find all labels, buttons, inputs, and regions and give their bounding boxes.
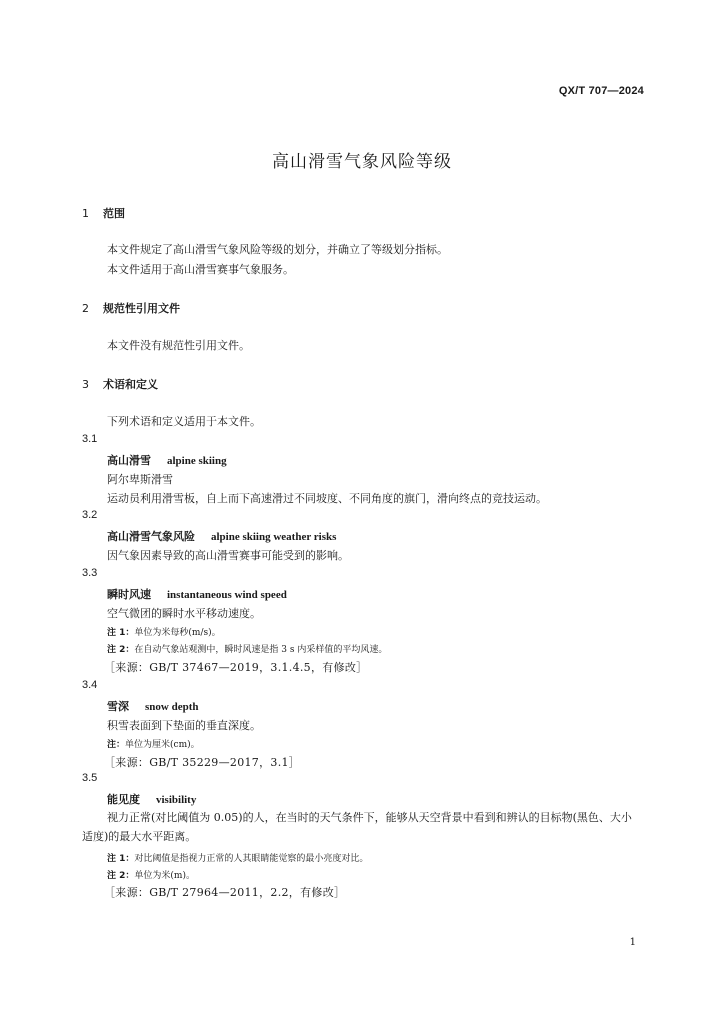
note-label: 注 2： xyxy=(107,871,135,881)
note xyxy=(107,851,368,864)
term-zh: 瞬时风速 xyxy=(107,588,151,601)
term-en: instantaneous wind speed xyxy=(167,589,287,601)
paragraph: 本文件规定了高山滑雪气象风险等级的划分，并确立了等级划分指标。 xyxy=(107,243,448,256)
paragraph: 本文件没有规范性引用文件。 xyxy=(107,339,250,352)
source-citation: ［来源：GB/T 37467—2019，3.1.4.5，有修改］ xyxy=(104,661,368,674)
term-en: alpine skiing xyxy=(167,455,227,467)
term-definition: 空气微团的瞬时水平移动速度。 xyxy=(107,607,261,620)
note-text: 对比阈值是指视力正常的人其眼睛能觉察的最小亮度对比。 xyxy=(134,854,369,864)
term-entry xyxy=(107,791,196,807)
term-en: alpine skiing weather risks xyxy=(211,531,337,543)
clause-number: 3.1 xyxy=(82,433,98,445)
note-text: 单位为米每秒(m/s)。 xyxy=(134,628,221,638)
paragraph: 本文件适用于高山滑雪赛事气象服务。 xyxy=(107,263,294,276)
term-zh: 雪深 xyxy=(107,700,129,713)
section-number: 3 xyxy=(82,378,89,391)
note xyxy=(107,737,200,750)
document-title: 高山滑雪气象风险等级 xyxy=(272,152,452,172)
term-definition-text: 视力正常(对比阈值为 0.05)的人，在当时的天气条件下，能够从天空背景中看到和辨认的目标物(黑色、大小适度)的最大水平距离。 xyxy=(82,811,632,843)
term-definition: 积雪表面到下垫面的垂直深度。 xyxy=(107,719,261,732)
section-number: 2 xyxy=(82,302,89,315)
section-heading-scope xyxy=(82,205,125,221)
clause-number: 3.2 xyxy=(82,509,98,521)
section-title: 规范性引用文件 xyxy=(103,302,180,315)
section-number: 1 xyxy=(82,207,89,220)
term-definition xyxy=(82,808,642,846)
note-label: 注 2： xyxy=(107,645,135,655)
section-title: 范围 xyxy=(103,207,125,220)
term-entry xyxy=(107,586,287,602)
clause-number: 3.5 xyxy=(82,772,98,784)
term-alternative: 阿尔卑斯滑雪 xyxy=(107,473,173,486)
term-entry xyxy=(107,452,227,468)
note-text: 单位为厘米(cm)。 xyxy=(125,740,200,750)
section-heading-normative-references xyxy=(82,300,180,316)
term-entry xyxy=(107,528,336,544)
clause-number: 3.4 xyxy=(82,679,98,691)
source-citation: ［来源：GB/T 27964—2011，2.2，有修改］ xyxy=(104,886,346,899)
term-zh: 高山滑雪气象风险 xyxy=(107,530,195,543)
term-entry xyxy=(107,698,199,714)
term-definition: 运动员利用滑雪板，自上而下高速滑过不同坡度、不同角度的旗门，滑向终点的竞技运动。 xyxy=(107,492,547,505)
standard-code: QX/T 707—2024 xyxy=(558,85,644,97)
section-heading-terms xyxy=(82,376,158,392)
note-text: 单位为米(m)。 xyxy=(134,871,195,881)
term-en: visibility xyxy=(156,794,197,806)
note xyxy=(107,868,195,881)
note-text: 在自动气象站观测中，瞬时风速是指 3 s 内采样值的平均风速。 xyxy=(134,645,388,655)
note-label: 注 1： xyxy=(107,628,135,638)
clause-number: 3.3 xyxy=(82,567,98,579)
source-citation: ［来源：GB/T 35229—2017，3.1］ xyxy=(104,756,301,769)
note xyxy=(107,625,221,638)
note xyxy=(107,642,387,655)
term-definition: 因气象因素导致的高山滑雪赛事可能受到的影响。 xyxy=(107,549,349,562)
note-label: 注 1： xyxy=(107,854,135,864)
term-zh: 高山滑雪 xyxy=(107,454,151,467)
section-title: 术语和定义 xyxy=(103,378,158,391)
page-number: 1 xyxy=(629,937,636,948)
note-label: 注： xyxy=(107,740,126,750)
term-en: snow depth xyxy=(145,701,199,713)
term-zh: 能见度 xyxy=(107,793,140,806)
paragraph: 下列术语和定义适用于本文件。 xyxy=(107,415,261,428)
